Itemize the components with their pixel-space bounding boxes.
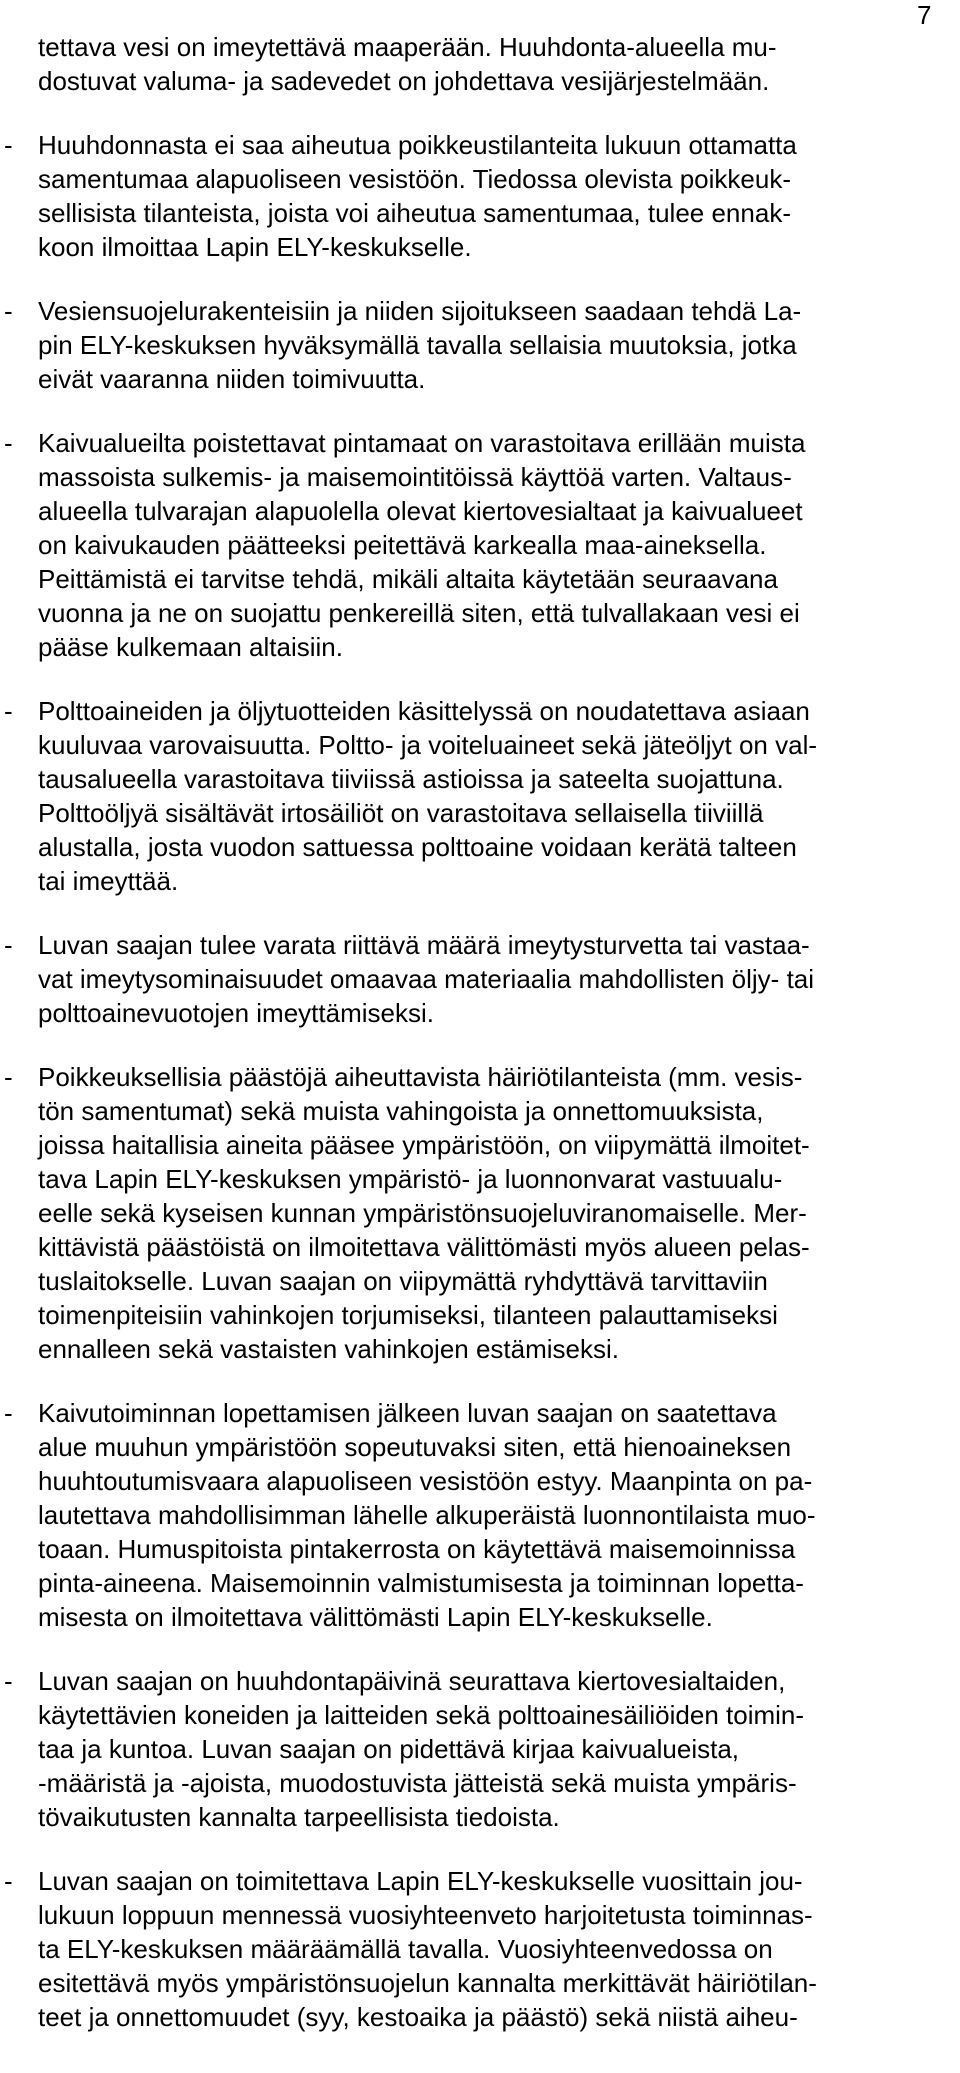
bullet-item	[0, 928, 960, 1030]
paragraph-gap	[0, 396, 960, 426]
text-line	[0, 1332, 960, 1366]
line-text: alustalla, josta vuodon sattuessa polttoaine voidaan kerätä talteen	[38, 832, 797, 862]
text-line	[0, 328, 960, 362]
line-text: pin ELY-keskuksen hyväksymällä tavalla sellaisia muutoksia, jotka	[38, 330, 797, 360]
text-line	[0, 962, 960, 996]
text-line	[0, 1766, 960, 1800]
bullet-dash: -	[4, 1866, 13, 1896]
line-text: ennalleen sekä vastaisten vahinkojen estämiseksi.	[38, 1334, 620, 1364]
line-text: polttoainevuotojen imeyttämiseksi.	[38, 998, 434, 1028]
line-text: eelle sekä kyseisen kunnan ympäristönsuojeluviranomaiselle. Mer-	[38, 1198, 807, 1228]
line-text: kittävistä päästöistä on ilmoitettava välittömästi myös alueen pelas-	[38, 1232, 810, 1262]
line-text: käytettävien koneiden ja laitteiden sekä polttoainesäiliöiden toimin-	[38, 1700, 805, 1730]
line-text: on kaivukauden päätteeksi peitettävä karkealla maa-aineksella.	[38, 530, 767, 560]
paragraph-gap	[0, 1634, 960, 1664]
line-text: massoista sulkemis- ja maisemointitöissä käyttöä varten. Valtaus-	[38, 462, 792, 492]
text-line	[0, 64, 960, 98]
text-line	[0, 2000, 960, 2034]
line-text: Peittämistä ei tarvitse tehdä, mikäli altaita käytetään seuraavana	[38, 564, 778, 594]
bullet-dash: -	[4, 296, 13, 326]
line-text: tava Lapin ELY-keskuksen ympäristö- ja luonnonvarat vastuualu-	[38, 1164, 783, 1194]
bullet-item	[0, 1864, 960, 2034]
text-line	[0, 1800, 960, 1834]
line-text: toimenpiteisiin vahinkojen torjumiseksi, tilanteen palauttamiseksi	[38, 1300, 778, 1330]
text-line	[0, 1230, 960, 1264]
text-line	[0, 1532, 960, 1566]
text-line	[0, 1196, 960, 1230]
text-line	[0, 996, 960, 1030]
line-text: samentumaa alapuoliseen vesistöön. Tiedossa olevista poikkeuk-	[38, 164, 791, 194]
line-text: koon ilmoittaa Lapin ELY-keskukselle.	[38, 232, 472, 262]
paragraph-gap	[0, 264, 960, 294]
bullet-dash: -	[4, 696, 13, 726]
line-text: -määristä ja -ajoista, muodostuvista jätteistä sekä muista ympäris-	[38, 1768, 797, 1798]
text-line	[0, 162, 960, 196]
text-line	[0, 562, 960, 596]
line-text: toaan. Humuspitoista pintakerrosta on käytettävä maisemoinnissa	[38, 1534, 796, 1564]
text-line	[0, 928, 960, 962]
text-line	[0, 762, 960, 796]
text-line	[0, 1898, 960, 1932]
paragraph-gap	[0, 98, 960, 128]
paragraph-gap	[0, 664, 960, 694]
text-line	[0, 830, 960, 864]
bullet-item	[0, 128, 960, 264]
bullet-item	[0, 1396, 960, 1634]
line-text: Kaivualueilta poistettavat pintamaat on varastoitava erillään muista	[38, 428, 806, 458]
bullet-item	[0, 694, 960, 898]
line-text: Poikkeuksellisia päästöjä aiheuttavista häiriötilanteista (mm. vesis-	[38, 1062, 803, 1092]
line-text: Luvan saajan tulee varata riittävä määrä imeytysturvetta tai vastaa-	[38, 930, 810, 960]
text-line	[0, 460, 960, 494]
page-number: 7	[917, 0, 932, 30]
line-text: esitettävä myös ympäristönsuojelun kannalta merkittävät häiriötilan-	[38, 1968, 817, 1998]
bullet-dash: -	[4, 130, 13, 160]
text-line	[0, 1396, 960, 1430]
line-text: Kaivutoiminnan lopettamisen jälkeen luvan saajan on saatettava	[38, 1398, 777, 1428]
text-line	[0, 1664, 960, 1698]
bullet-item	[0, 426, 960, 664]
line-text: Polttoaineiden ja öljytuotteiden käsittelyssä on noudatettava asiaan	[38, 696, 810, 726]
bullet-dash: -	[4, 930, 13, 960]
line-text: alue muuhun ympäristöön sopeutuvaksi siten, että hienoaineksen	[38, 1432, 792, 1462]
bullet-item	[0, 294, 960, 396]
line-text: joissa haitallisia aineita pääsee ympäristöön, on viipymättä ilmoitet-	[38, 1130, 810, 1160]
text-line	[0, 1566, 960, 1600]
text-line	[0, 294, 960, 328]
paragraph-gap	[0, 1834, 960, 1864]
text-line	[0, 1162, 960, 1196]
bullet-dash: -	[4, 428, 13, 458]
line-text: vuonna ja ne on suojattu penkereillä siten, että tulvallakaan vesi ei	[38, 598, 800, 628]
line-text: huuhtoutumisvaara alapuoliseen vesistöön estyy. Maanpinta on pa-	[38, 1466, 813, 1496]
text-line	[0, 796, 960, 830]
paragraph-gap	[0, 1366, 960, 1396]
bullet-item	[0, 1664, 960, 1834]
line-text: Polttoöljyä sisältävät irtosäiliöt on varastoitava sellaisella tiiviillä	[38, 798, 764, 828]
text-line	[0, 1128, 960, 1162]
bullet-dash: -	[4, 1398, 13, 1428]
line-text: tön samentumat) sekä muista vahingoista ja onnettomuuksista,	[38, 1096, 764, 1126]
text-line	[0, 864, 960, 898]
bullet-dash: -	[4, 1666, 13, 1696]
text-line	[0, 1600, 960, 1634]
line-text: tettava vesi on imeytettävä maaperään. Huuhdonta-alueella mu-	[38, 32, 777, 62]
text-line	[0, 1966, 960, 2000]
text-line	[0, 528, 960, 562]
text-line	[0, 362, 960, 396]
text-line	[0, 230, 960, 264]
paragraph-gap	[0, 1030, 960, 1060]
text-line	[0, 630, 960, 664]
text-line	[0, 1298, 960, 1332]
line-text: tövaikutusten kannalta tarpeellisista tiedoista.	[38, 1802, 560, 1832]
line-text: eivät vaaranna niiden toimivuutta.	[38, 364, 426, 394]
line-text: Huuhdonnasta ei saa aiheutua poikkeustilanteita lukuun ottamatta	[38, 130, 797, 160]
line-text: lukuun loppuun mennessä vuosiyhteenveto harjoitetusta toiminnas-	[38, 1900, 813, 1930]
text-line	[0, 1864, 960, 1898]
text-line	[0, 30, 960, 64]
text-line	[0, 128, 960, 162]
line-text: Vesiensuojelurakenteisiin ja niiden sijoitukseen saadaan tehdä La-	[38, 296, 802, 326]
text-line	[0, 1094, 960, 1128]
bullet-dash: -	[4, 1062, 13, 1092]
text-line	[0, 426, 960, 460]
paragraph-continuation	[0, 30, 960, 98]
line-text: dostuvat valuma- ja sadevedet on johdettava vesijärjestelmään.	[38, 66, 770, 96]
line-text: teet ja onnettomuudet (syy, kestoaika ja päästö) sekä niistä aiheu-	[38, 2002, 798, 2032]
line-text: tausalueella varastoitava tiiviissä astioissa ja sateelta suojattuna.	[38, 764, 784, 794]
text-line	[0, 694, 960, 728]
line-text: pinta-aineena. Maisemoinnin valmistumisesta ja toiminnan lopetta-	[38, 1568, 804, 1598]
line-text: tai imeyttää.	[38, 866, 179, 896]
text-line	[0, 1060, 960, 1094]
line-text: alueella tulvarajan alapuolella olevat kiertovesialtaat ja kaivualueet	[38, 496, 803, 526]
document-body	[0, 30, 960, 2034]
text-line	[0, 1698, 960, 1732]
line-text: kuuluvaa varovaisuutta. Poltto- ja voiteluaineet sekä jäteöljyt on val-	[38, 730, 817, 760]
line-text: misesta on ilmoitettava välittömästi Lapin ELY-keskukselle.	[38, 1602, 713, 1632]
text-line	[0, 728, 960, 762]
line-text: taa ja kuntoa. Luvan saajan on pidettävä kirjaa kaivualueista,	[38, 1734, 740, 1764]
line-text: pääse kulkemaan altaisiin.	[38, 632, 343, 662]
text-line	[0, 494, 960, 528]
line-text: tuslaitokselle. Luvan saajan on viipymättä ryhdyttävä tarvittaviin	[38, 1266, 768, 1296]
text-line	[0, 196, 960, 230]
line-text: ta ELY-keskuksen määräämällä tavalla. Vuosiyhteenvedossa on	[38, 1934, 773, 1964]
text-line	[0, 1732, 960, 1766]
line-text: sellisista tilanteista, joista voi aiheutua samentumaa, tulee ennak-	[38, 198, 791, 228]
line-text: vat imeytysominaisuudet omaavaa materiaalia mahdollisten öljy- tai	[38, 964, 815, 994]
line-text: Luvan saajan on huuhdontapäivinä seurattava kiertovesialtaiden,	[38, 1666, 786, 1696]
paragraph-gap	[0, 898, 960, 928]
text-line	[0, 1264, 960, 1298]
line-text: lautettava mahdollisimman lähelle alkuperäistä luonnontilaista muo-	[38, 1500, 816, 1530]
line-text: Luvan saajan on toimitettava Lapin ELY-keskukselle vuosittain jou-	[38, 1866, 803, 1896]
text-line	[0, 596, 960, 630]
text-line	[0, 1464, 960, 1498]
bullet-item	[0, 1060, 960, 1366]
text-line	[0, 1932, 960, 1966]
text-line	[0, 1498, 960, 1532]
text-line	[0, 1430, 960, 1464]
